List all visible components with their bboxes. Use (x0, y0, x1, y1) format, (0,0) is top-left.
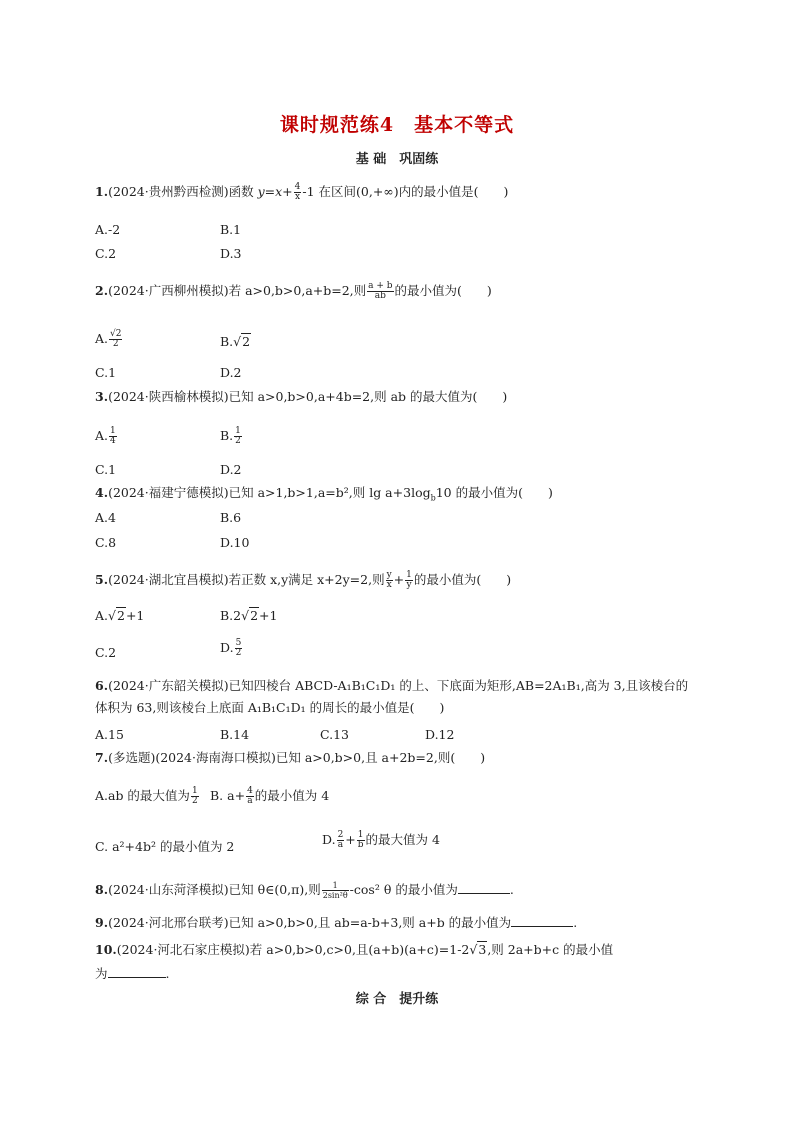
question-text: (2024·河北邢台联考)已知 a>0,b>0,且 ab=a-b+3,则 a+b 的最小值为 (108, 915, 512, 930)
question-text: 的最小值为( ) (413, 572, 512, 587)
option-b: B.√2 (220, 334, 251, 349)
question-8: 8.(2024·山东菏泽模拟)已知 θ∈(0,π),则 $\frac{1}{\text{2sin²θ}}$ -cos² θ 的最小值为 . (95, 881, 514, 900)
option-c: C.1 (95, 365, 117, 380)
question-number: 1. (95, 184, 109, 199)
section-heading-comprehensive: 综 合 提升练 (355, 992, 439, 1007)
question-number: 5. (95, 572, 109, 587)
question-3 (95, 389, 507, 405)
question-number: 10. (95, 942, 117, 957)
option-c: C.2 (95, 645, 117, 660)
question-text: 10 的最小值为( ) (435, 485, 553, 500)
option-d: D. $\frac{5}{2}$ (220, 638, 242, 658)
question-text: ,则 2a+b+c 的最小值 (487, 942, 614, 957)
option-a: A.-2 (95, 222, 121, 237)
section-heading-basic: 基 础 巩固练 (355, 152, 439, 167)
question-math: y=x+ (257, 184, 293, 199)
fraction: $\frac{y}{x}$ (386, 570, 392, 590)
question-number: 7. (95, 750, 109, 765)
question-text: (2024·陕西榆林模拟)已知 a>0,b>0,a+4b=2,则 ab 的最大值为( ) (108, 389, 508, 404)
question-10: 10.(2024·河北石家庄模拟)若 a>0,b>0,c>0,且(a+b)(a+c)=1-2√3,则 2a+b+c 的最小值 (95, 942, 614, 957)
question-text: 的最小值为( ) (394, 283, 492, 298)
option-a: A.4 (95, 510, 116, 525)
option-a: A.15 (95, 727, 124, 742)
option-d: D. $\frac{2}{a}$ + $\frac{1}{b}$ 的最大值为 4 (322, 830, 440, 850)
question-9: 9.(2024·河北邢台联考)已知 a>0,b>0,且 ab=a-b+3,则 a+b 的最小值为 . (95, 915, 578, 930)
option-a: A.ab 的最大值为 $\frac{1}{2}$ (95, 786, 198, 806)
option-b: B.1 (220, 222, 242, 237)
option-b: B. $\frac{1}{2}$ (220, 426, 241, 446)
option-d: D.2 (220, 365, 242, 380)
option-b: B.14 (220, 727, 250, 742)
question-5: 5.(2024·湖北宜昌模拟)若正数 x,y满足 x+2y=2,则 $\frac{y}{x}$ + $\frac{1}{y}$ 的最小值为( ) (95, 570, 512, 590)
question-number: 6. (95, 678, 109, 693)
question-4: 4.(2024·福建宁德模拟)已知 a>1,b>1,a=b²,则 $\lg a+3\log_b10$ 的最小值为( ) (95, 485, 553, 503)
fraction: $\frac{1}{2}$ (235, 426, 241, 446)
option-d: D.12 (425, 727, 455, 742)
fraction: $\frac{√2}{2}$ (110, 329, 122, 349)
question-7 (95, 750, 485, 766)
fraction: $\frac{5}{2}$ (235, 638, 242, 658)
answer-blank[interactable] (511, 914, 573, 927)
option-b: B.6 (220, 510, 242, 525)
fraction: $\frac{1}{y}$ (406, 570, 412, 590)
option-d: D.3 (220, 246, 242, 261)
question-text: (2024·广西柳州模拟)若 a>0,b>0,a+b=2,则 (108, 283, 367, 298)
fraction: $\frac{4}{x}$ (294, 182, 301, 202)
question-number: 3. (95, 389, 109, 404)
question-text: (2024·湖北宜昌模拟)若正数 x,y满足 x+2y=2,则 (108, 572, 385, 587)
question-text: (2024·贵州黔西检测)函数 (108, 184, 258, 199)
question-number: 4. (95, 485, 109, 500)
question-2 (95, 282, 492, 301)
question-10-line2: 为 . (95, 966, 170, 981)
question-text: (2024·广东韶关模拟)已知四棱台 ABCD-A₁B₁C₁D₁ 的上、下底面为矩形,AB=2A₁B₁,高为 3,且该棱台的体积为 63,则该棱台上底面 A₁B₁C₁D₁ 的周长的最小值是( ) (95, 678, 689, 715)
answer-blank[interactable] (458, 881, 510, 894)
question-number: 2. (95, 283, 109, 298)
question-6 (95, 675, 695, 719)
option-c: C.1 (95, 462, 117, 477)
question-text: (2024·河北石家庄模拟)若 a>0,b>0,c>0,且(a+b)(a+c)=1-2 (116, 942, 470, 957)
question-number: 8. (95, 882, 109, 897)
fraction: $\frac{1}{\text{2sin²θ}}$ (322, 881, 348, 900)
option-c: C. a²+4b² 的最小值为 2 (95, 839, 235, 854)
answer-blank[interactable] (108, 965, 166, 978)
fraction: $\frac{2}{a}$ (337, 830, 344, 850)
question-number: 9. (95, 915, 109, 930)
question-text: (2024·山东菏泽模拟)已知 θ∈(0,π),则 (108, 882, 321, 897)
question-text: (多选题)(2024·海南海口模拟)已知 a>0,b>0,且 a+2b=2,则( ) (108, 750, 486, 765)
option-c: C.13 (320, 727, 349, 742)
option-a: A. $\frac{1}{4}$ (95, 426, 116, 446)
option-b: B.2√2+1 (220, 608, 278, 623)
option-d: D.2 (220, 462, 242, 477)
page-title: 课时规范练4 基本不等式 (279, 114, 515, 136)
question-1 (95, 183, 508, 202)
option-b: B. a+ $\frac{4}{a}$ 的最小值为 4 (210, 786, 330, 806)
option-d: D.10 (220, 535, 250, 550)
fraction: $\frac{1}{4}$ (110, 426, 116, 446)
question-text: -cos² θ 的最小值为 (349, 882, 458, 897)
option-a: A. $\frac{√2}{2}$ (95, 329, 122, 349)
option-c: C.2 (95, 246, 117, 261)
fraction: $\frac{1}{b}$ (357, 830, 364, 850)
fraction: $\frac{a + b}{ab}$ (368, 281, 393, 301)
question-text: (2024·福建宁德模拟)已知 a>1,b>1,a=b²,则 lg a+3log (108, 485, 431, 500)
question-text: -1 在区间(0,+∞)内的最小值是( ) (302, 184, 509, 199)
option-c: C.8 (95, 535, 117, 550)
option-a: A.√2+1 (95, 608, 145, 623)
fraction: $\frac{4}{a}$ (247, 786, 253, 806)
fraction: $\frac{1}{2}$ (191, 786, 198, 806)
